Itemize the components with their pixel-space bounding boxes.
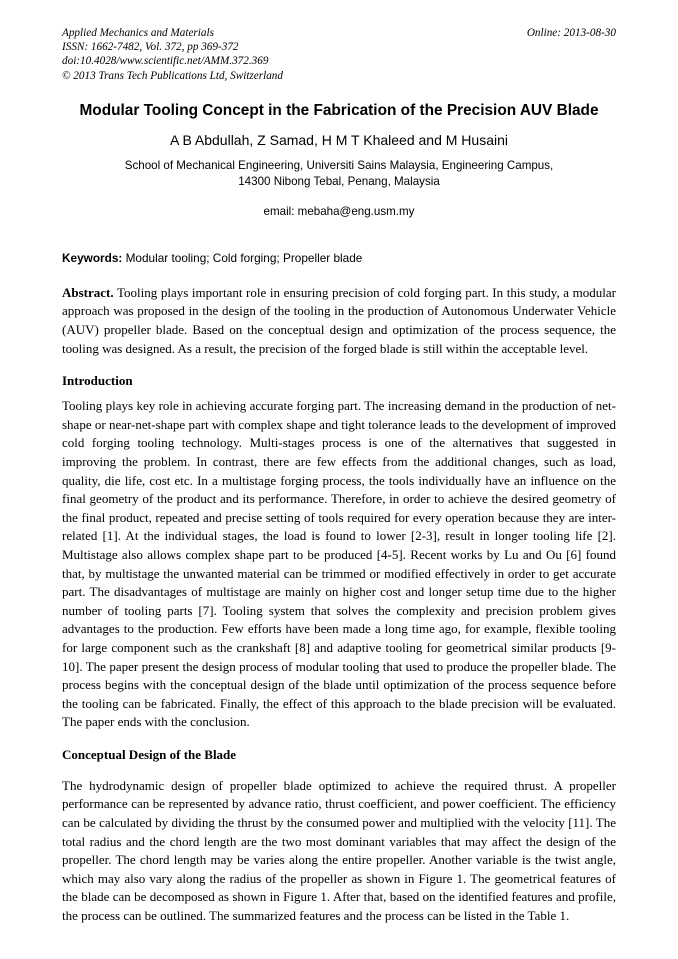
online-date: Online: 2013-08-30 [526, 27, 616, 39]
journal-copyright: © 2013 Trans Tech Publications Ltd, Switzerland [62, 69, 283, 82]
section-paragraph-introduction: Tooling plays key role in achieving accurate forging part. The increasing demand in the production of net-shape or near-net-shape part with complex shape and tight tolerance leads to the development of improved cold forging tooling technology. Multi-stages process is one of the alternatives that suggested in improving the problem. In contrast, there are few effects from the additional changes, such as load, quality, die life, cost etc. In a multistage forging process, the tools individually have an influence on the final geometry of the product and its performance. Therefore, in order to achieve the desired geometry of the final product, repeated and precise setting of tools required for every operation because they are inter-related [1]. At the individual stages, the load is found to lower [2-3], result in longer tooling life [2]. Multistage also allows complex shape part to be produced [4-5]. Recent works by Lu and Ou [6] found that, by multistage the unwanted material can be trimmed or modified effectively in order to get accurate part. The disadvantages of multistage are mainly on higher cost and longer setup time due to the higher number of tooling parts [7]. Tooling system that solves the complexity and precision problem gives advantages to the production. Few efforts have been made a long time ago, for example, flexible tooling for large component such as the crankshaft [8] and adaptive tooling for geometrical similar products [9-10]. The paper present the design process of modular tooling that used to produce the propeller blade. The process begins with the conceptual design of the blade until optimization of the process sequence before the tooling can be fabricated. Finally, the effect of this approach to the blade precision will be evaluated. The paper ends with the conclusion. [62, 398, 616, 730]
abstract-label: Abstract. [62, 284, 114, 300]
affiliation-line-1: School of Mechanical Engineering, Universiti Sains Malaysia, Engineering Campus, [124, 158, 554, 172]
keywords-value: Modular tooling; Cold forging; Propeller blade [122, 250, 363, 265]
abstract-block [62, 284, 616, 358]
section-heading-introduction: Introduction [62, 373, 133, 389]
page-title: Modular Tooling Concept in the Fabrication of the Precision AUV Blade [79, 101, 599, 119]
journal-name: Applied Mechanics and Materials [62, 27, 214, 39]
affiliation-line-2: 14300 Nibong Tebal, Penang, Malaysia [238, 174, 440, 188]
section-paragraph-conceptual-design: The hydrodynamic design of propeller blade optimized to achieve the required thrust. A propeller performance can be represented by advance ratio, thrust coefficient, and power coefficient. The efficiency can be calculated by dividing the thrust by the consumed power and multiplied with the velocity [11]. The total radius and the chord length are the two most dominant variables that may affect the design of the propeller. The chord length may be varies along the entire propeller. Another variable is the twist angle, which may also vary along the radius of the propeller as shown in Figure 1. The geometrical features of the blade can be decomposed as shown in Figure 1. After that, based on the identified features and profile, the process can be outlined. The summarized features and the process can be listed in the Table 1. [62, 777, 616, 924]
section-heading-conceptual-design: Conceptual Design of the Blade [62, 746, 237, 762]
journal-header [62, 26, 616, 83]
abstract-text: Tooling plays important role in ensuring precision of cold forging part. In this study, a modular approach was proposed in the design of the tooling in the production of Autonomous Underwater Vehicle (AUV) propeller blade. Based on the conceptual design and optimization of the process sequence, the tooling was designed. As a result, the precision of the forged blade is still within the acceptable level. [62, 284, 616, 356]
keywords-block [62, 250, 616, 266]
keywords-label: Keywords: [62, 250, 123, 265]
contact-email: email: mebaha@eng.usm.my [263, 204, 415, 218]
journal-doi: doi:10.4028/www.scientific.net/AMM.372.369 [62, 55, 269, 68]
author-list: A B Abdullah, Z Samad, H M T Khaleed and M Husaini [169, 131, 508, 148]
journal-issn: ISSN: 1662-7482, Vol. 372, pp 369-372 [62, 41, 239, 54]
header-left-block [62, 26, 283, 83]
